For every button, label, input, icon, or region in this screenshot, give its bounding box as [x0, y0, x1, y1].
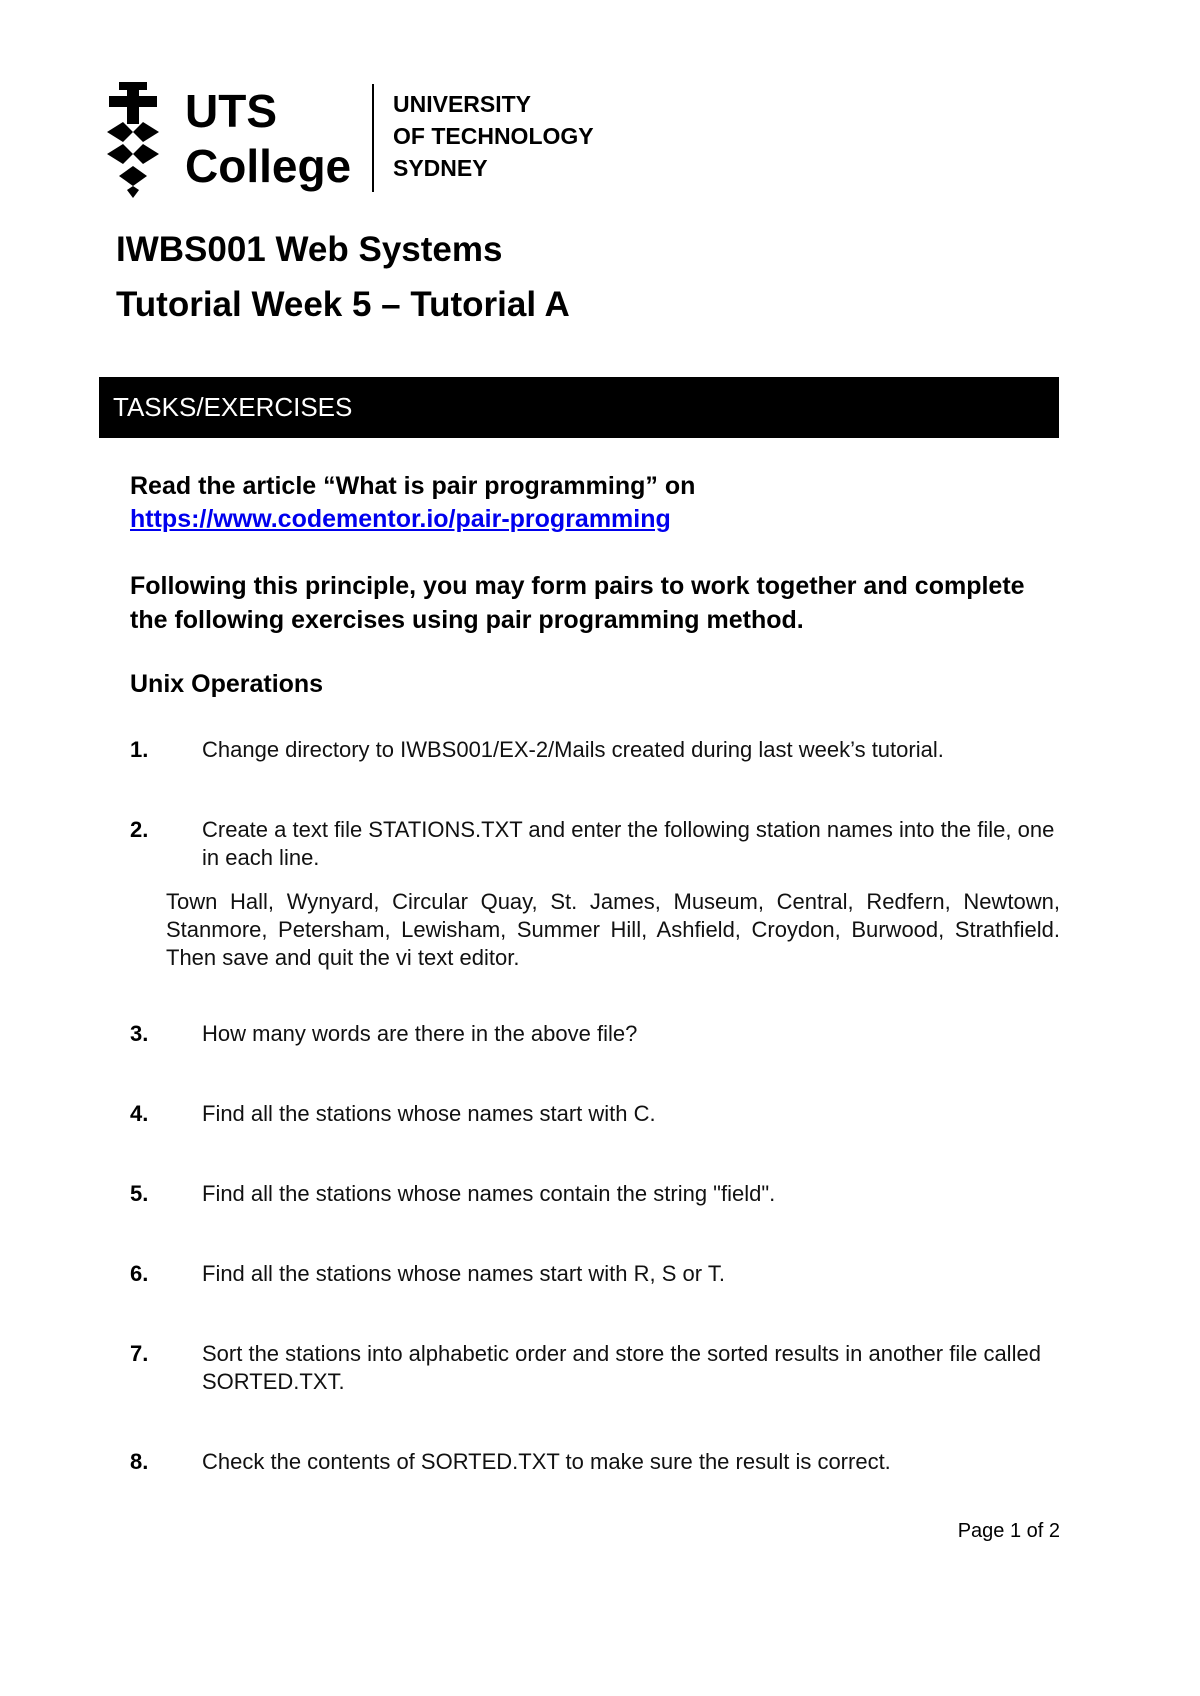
exercise-text: Change directory to IWBS001/EX-2/Mails created during last week’s tutorial.	[202, 737, 944, 762]
exercise-text: Check the contents of SORTED.TXT to make sure the result is correct.	[202, 1449, 891, 1474]
logo-divider	[372, 84, 374, 192]
logo-brand-line2: College	[185, 140, 352, 192]
logo-uni-line2: OF TECHNOLOGY	[393, 123, 594, 149]
exercise-item	[130, 816, 1060, 872]
exercise-text: Find all the stations whose names start with C.	[202, 1101, 656, 1126]
exercise-number: 3.	[130, 1021, 149, 1046]
uts-emblem-icon	[107, 82, 159, 198]
exercise-item	[130, 736, 1060, 764]
document-title	[116, 222, 570, 332]
stations-list: Town Hall, Wynyard, Circular Quay, St. James, Museum, Central, Redfern, Newtown, Stanmore, Petersham, Lewisham, Summer Hill, Ashfield, Croydon, Burwood, Strathfield. Then save and quit the vi text editor.	[166, 889, 1060, 970]
exercise-number: 7.	[130, 1341, 149, 1366]
exercise-text: Sort the stations into alphabetic order and store the sorted results in another file called SORTED.TXT.	[202, 1341, 1041, 1394]
exercise-item	[130, 1180, 1060, 1208]
exercise-item	[130, 1340, 1060, 1396]
exercise-number: 2.	[130, 817, 149, 842]
logo-uni-line1: UNIVERSITY	[393, 91, 532, 117]
intro-paragraph	[130, 470, 1060, 536]
exercise-number: 6.	[130, 1261, 149, 1286]
section-subheading: Unix Operations	[130, 670, 324, 698]
section-header: TASKS/EXERCISES	[99, 377, 1059, 438]
logo-uni-line3: SYDNEY	[393, 155, 488, 181]
exercise-number: 4.	[130, 1101, 149, 1126]
exercise-text: How many words are there in the above file?	[202, 1021, 638, 1046]
exercise-number: 5.	[130, 1181, 149, 1206]
exercise-item	[130, 1020, 1060, 1048]
article-link[interactable]: https://www.codementor.io/pair-programming	[130, 505, 671, 533]
course-title: IWBS001 Web Systems	[116, 230, 503, 269]
exercise-text: Find all the stations whose names contain the string "field".	[202, 1181, 776, 1206]
tutorial-title: Tutorial Week 5 – Tutorial A	[116, 285, 570, 324]
exercise-item	[130, 1448, 1060, 1476]
principle-paragraph: Following this principle, you may form pairs to work together and complete the following exercises using pair programming method.	[130, 572, 1025, 634]
exercise-text: Find all the stations whose names start with R, S or T.	[202, 1261, 725, 1286]
exercise-number: 1.	[130, 737, 149, 762]
uts-college-logo	[105, 82, 625, 200]
exercise-number: 8.	[130, 1449, 149, 1474]
intro-text: Read the article “What is pair programming” on	[130, 472, 696, 500]
exercise-text: Create a text file STATIONS.TXT and enter the following station names into the file, one in each line.	[202, 817, 1055, 870]
logo-brand-line1: UTS	[185, 85, 277, 137]
exercise-item	[130, 1100, 1060, 1128]
content	[130, 470, 1060, 1474]
page-number: Page 1 of 2	[957, 1520, 1060, 1542]
exercise-item	[130, 1260, 1060, 1288]
